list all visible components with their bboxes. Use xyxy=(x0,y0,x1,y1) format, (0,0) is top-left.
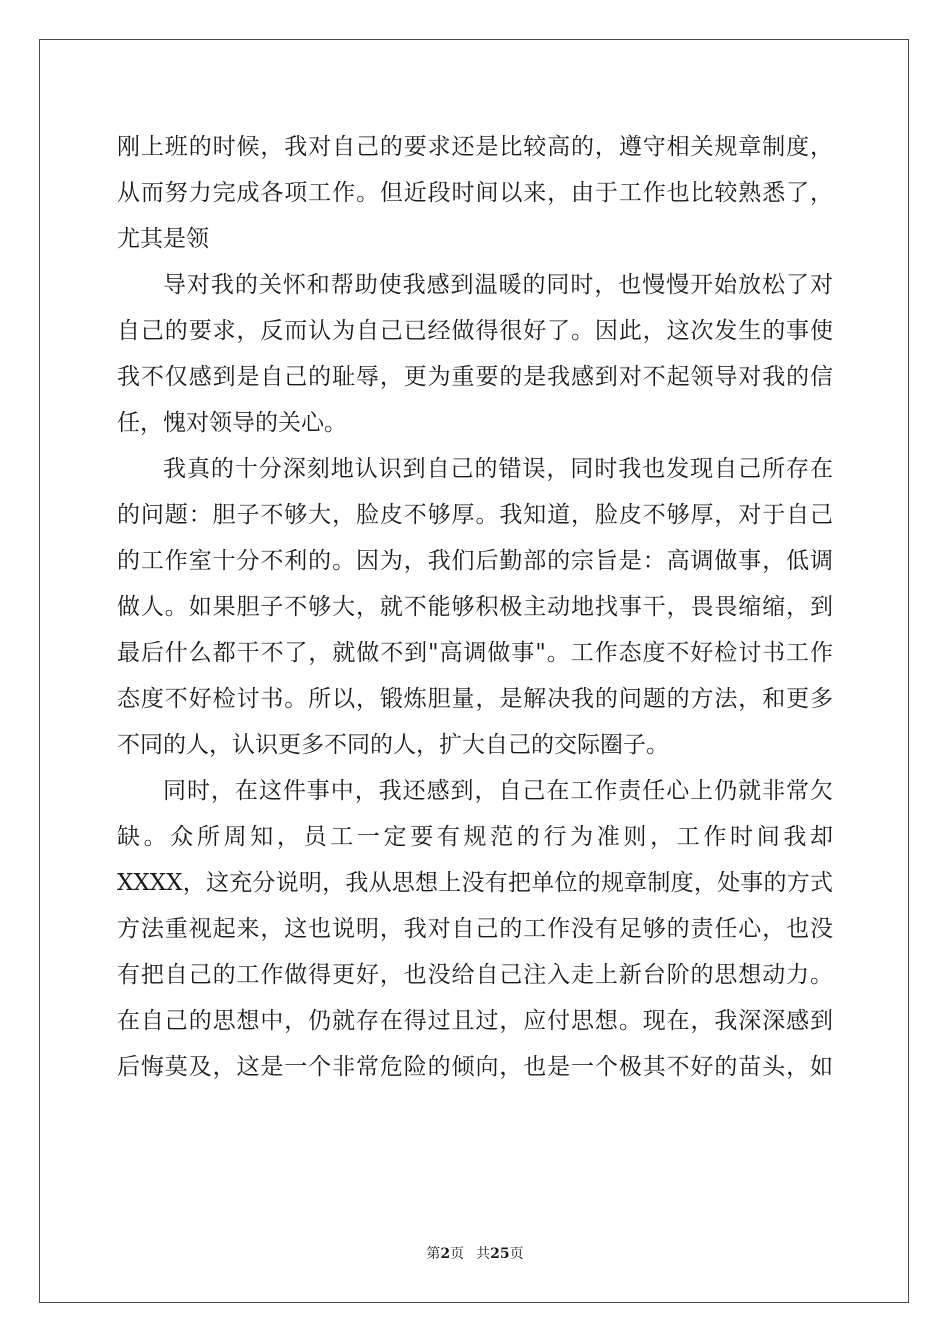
text-line: 在自己的思想中，仍就存在得过且过，应付思想。现在，我深深感到 xyxy=(117,1008,833,1034)
text-line: 尤其是领 xyxy=(117,226,209,252)
text-line: 的问题：胆子不够大，脸皮不够厚。我知道，脸皮不够厚，对于自己 xyxy=(117,502,833,528)
text-line: 后悔莫及，这是一个非常危险的倾向，也是一个极其不好的苗头，如 xyxy=(117,1054,833,1080)
text-line: XXXX，这充分说明，我从思想上没有把单位的规章制度，处事的方式 xyxy=(117,870,833,896)
total-suffix: 页 xyxy=(509,1246,524,1262)
text-line: 我真的十分深刻地认识到自己的错误，同时我也发现自己所存在 xyxy=(163,456,833,482)
page-number: 2 xyxy=(440,1246,451,1262)
page-prefix: 第 xyxy=(426,1246,441,1262)
page-suffix: 页 xyxy=(450,1246,465,1262)
text-line: 方法重视起来，这也说明，我对自己的工作没有足够的责任心，也没 xyxy=(117,916,833,942)
text-line: 的工作室十分不利的。因为，我们后勤部的宗旨是：高调做事，低调 xyxy=(117,548,833,574)
text-line: 从而努力完成各项工作。但近段时间以来，由于工作也比较熟悉了， xyxy=(117,180,833,206)
text-line: 同时，在这件事中，我还感到，自己在工作责任心上仍就非常欠 xyxy=(163,778,833,804)
total-prefix: 共 xyxy=(476,1246,491,1262)
text-line: 任，愧对领导的关心。 xyxy=(117,410,347,436)
text-line: 有把自己的工作做得更好，也没给自己注入走上新台阶的思想动力。 xyxy=(117,962,833,988)
total-pages: 25 xyxy=(490,1246,510,1262)
text-line: 缺。众所周知，员工一定要有规范的行为准则，工作时间我却 xyxy=(117,824,833,850)
text-line: 导对我的关怀和帮助使我感到温暖的同时，也慢慢开始放松了对 xyxy=(163,272,833,298)
text-line: 最后什么都干不了，就做不到"高调做事"。工作态度不好检讨书工作 xyxy=(117,640,833,666)
document-body xyxy=(117,124,833,1090)
text-line: 自己的要求，反而认为自己已经做得很好了。因此，这次发生的事使 xyxy=(117,318,833,344)
text-line: 做人。如果胆子不够大，就不能够积极主动地找事干，畏畏缩缩，到 xyxy=(117,594,833,620)
page-footer xyxy=(0,1243,950,1263)
text-line: 刚上班的时候，我对自己的要求还是比较高的，遵守相关规章制度， xyxy=(117,134,833,160)
text-line: 我不仅感到是自己的耻辱，更为重要的是我感到对不起领导对我的信 xyxy=(117,364,833,390)
text-line: 态度不好检讨书。所以，锻炼胆量，是解决我的问题的方法，和更多 xyxy=(117,686,833,712)
text-line: 不同的人，认识更多不同的人，扩大自己的交际圈子。 xyxy=(117,732,669,758)
